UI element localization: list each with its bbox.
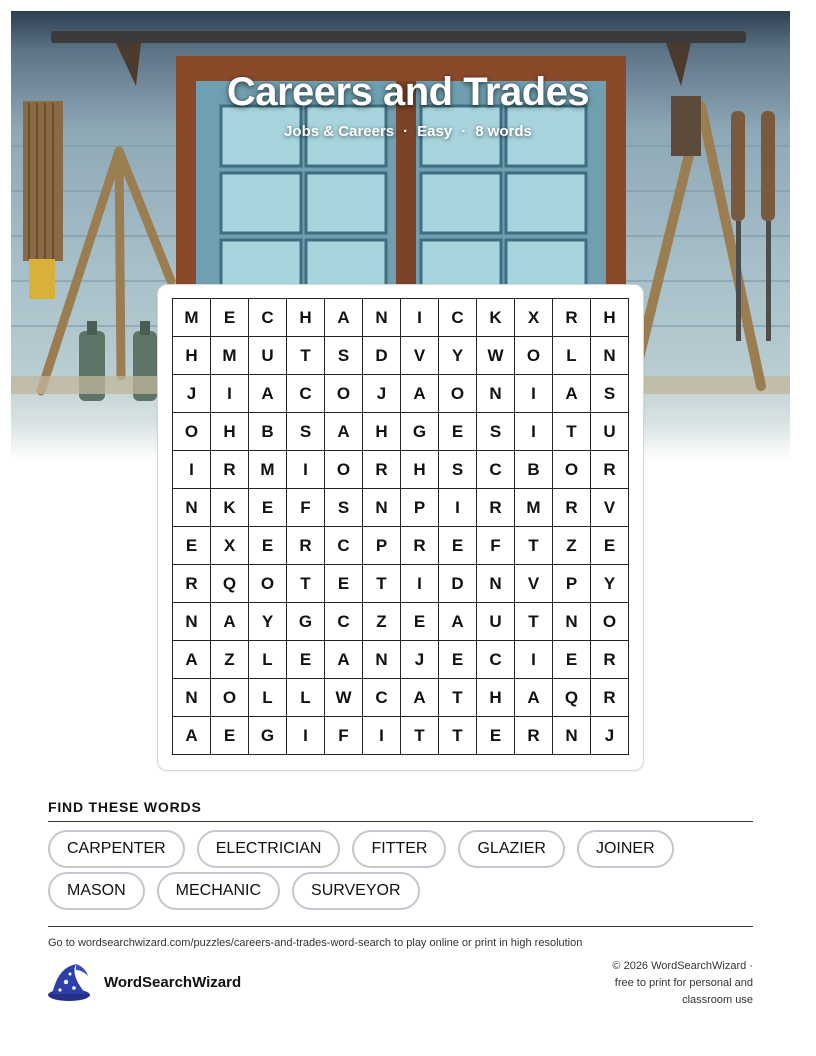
grid-cell[interactable]: E [173,527,211,565]
grid-cell[interactable]: R [553,489,591,527]
grid-cell[interactable]: F [477,527,515,565]
grid-cell[interactable]: E [553,641,591,679]
grid-cell[interactable]: V [515,565,553,603]
grid-cell[interactable]: P [363,527,401,565]
grid-cell[interactable]: S [439,451,477,489]
grid-cell[interactable]: N [477,565,515,603]
grid-cell[interactable]: J [591,717,629,755]
grid-cell[interactable]: N [477,375,515,413]
grid-cell[interactable]: X [211,527,249,565]
grid-cell[interactable]: R [363,451,401,489]
grid-cell[interactable]: A [401,679,439,717]
grid-cell[interactable]: C [325,603,363,641]
grid-cell[interactable]: T [439,717,477,755]
grid-cell[interactable]: C [439,299,477,337]
footer-divider [48,926,753,927]
puzzle-word-count: 8 words [475,123,532,140]
grid-cell[interactable]: L [553,337,591,375]
grid-cell[interactable]: A [325,299,363,337]
grid-cell[interactable]: U [477,603,515,641]
grid-cell[interactable]: A [553,375,591,413]
grid-cell[interactable]: R [173,565,211,603]
word-pill: MASON [48,872,145,910]
word-pill: SURVEYOR [292,872,420,910]
grid-cell[interactable]: M [211,337,249,375]
grid-cell[interactable]: N [591,337,629,375]
grid-cell[interactable]: X [515,299,553,337]
grid-cell[interactable]: T [553,413,591,451]
grid-cell[interactable]: R [287,527,325,565]
grid-cell[interactable]: T [287,565,325,603]
grid-cell[interactable]: N [173,679,211,717]
grid-cell[interactable]: T [439,679,477,717]
grid-cell[interactable]: R [591,679,629,717]
grid-cell[interactable]: E [211,717,249,755]
grid-cell[interactable]: S [477,413,515,451]
grid-cell[interactable]: E [211,299,249,337]
meta-separator: · [461,123,467,140]
word-list-heading: FIND THESE WORDS [48,799,202,815]
grid-cell[interactable]: N [553,603,591,641]
grid-cell[interactable]: C [287,375,325,413]
grid-cell[interactable]: A [325,413,363,451]
grid-cell[interactable]: N [173,603,211,641]
grid-cell[interactable]: I [515,641,553,679]
grid-cell[interactable]: I [173,451,211,489]
grid-cell[interactable]: H [287,299,325,337]
letter-grid[interactable] [172,298,629,755]
grid-cell[interactable]: A [249,375,287,413]
grid-cell[interactable]: O [173,413,211,451]
grid-cell[interactable]: R [477,489,515,527]
grid-cell[interactable]: N [363,299,401,337]
grid-cell[interactable]: R [553,299,591,337]
grid-cell[interactable]: I [287,717,325,755]
grid-cell[interactable]: O [591,603,629,641]
grid-cell[interactable]: W [325,679,363,717]
grid-cell[interactable]: E [439,413,477,451]
grid-cell[interactable]: J [363,375,401,413]
grid-cell[interactable]: A [515,679,553,717]
grid-cell[interactable]: E [249,489,287,527]
grid-cell[interactable]: A [173,641,211,679]
puzzle-difficulty: Easy [417,123,453,140]
word-pill: CARPENTER [48,830,185,868]
grid-cell[interactable]: H [211,413,249,451]
grid-cell[interactable]: F [325,717,363,755]
grid-cell[interactable]: N [173,489,211,527]
grid-cell[interactable]: O [553,451,591,489]
grid-cell[interactable]: O [325,451,363,489]
grid-cell[interactable]: P [553,565,591,603]
grid-cell[interactable]: Z [211,641,249,679]
grid-cell[interactable]: E [325,565,363,603]
grid-cell[interactable]: S [591,375,629,413]
play-online-link[interactable]: Go to wordsearchwizard.com/puzzles/careers-and-trades-word-search to play online or print in high resolution [48,937,583,949]
grid-cell[interactable]: M [249,451,287,489]
grid-cell[interactable]: A [173,717,211,755]
grid-cell[interactable]: N [553,717,591,755]
grid-cell[interactable]: O [211,679,249,717]
grid-cell[interactable]: W [477,337,515,375]
grid-cell[interactable]: I [515,375,553,413]
grid-cell[interactable]: I [439,489,477,527]
grid-cell[interactable]: Y [439,337,477,375]
grid-cell[interactable]: R [211,451,249,489]
word-pill: FITTER [352,830,446,868]
grid-cell[interactable]: T [287,337,325,375]
grid-cell[interactable]: C [477,451,515,489]
grid-cell[interactable]: K [477,299,515,337]
grid-cell[interactable]: T [515,603,553,641]
puzzle-title: Careers and Trades [226,70,590,114]
grid-cell[interactable]: J [401,641,439,679]
grid-cell[interactable]: L [249,679,287,717]
grid-cell[interactable]: U [591,413,629,451]
grid-cell[interactable]: G [249,717,287,755]
word-pill: JOINER [577,830,674,868]
word-pill: GLAZIER [458,830,564,868]
grid-cell[interactable]: I [515,413,553,451]
grid-cell[interactable]: O [325,375,363,413]
grid-cell[interactable]: J [173,375,211,413]
grid-cell[interactable]: L [249,641,287,679]
grid-cell[interactable]: G [287,603,325,641]
puzzle-meta [0,123,816,140]
grid-cell[interactable]: E [249,527,287,565]
grid-cell[interactable]: O [515,337,553,375]
grid-cell[interactable]: Y [591,565,629,603]
word-list [48,830,768,910]
heading-divider [48,821,753,822]
grid-cell[interactable]: D [363,337,401,375]
grid-cell[interactable]: S [325,489,363,527]
grid-cell[interactable]: Y [249,603,287,641]
puzzle-category: Jobs & Careers [284,123,395,140]
grid-cell[interactable]: E [401,603,439,641]
grid-cell[interactable]: Z [553,527,591,565]
grid-cell[interactable]: S [287,413,325,451]
grid-cell[interactable]: O [439,375,477,413]
grid-cell[interactable]: T [363,565,401,603]
grid-cell[interactable]: H [363,413,401,451]
grid-cell[interactable]: E [591,527,629,565]
grid-cell[interactable]: S [325,337,363,375]
grid-cell[interactable]: H [477,679,515,717]
grid-cell[interactable]: C [363,679,401,717]
grid-cell[interactable]: R [591,641,629,679]
grid-cell[interactable]: R [401,527,439,565]
grid-cell[interactable]: C [249,299,287,337]
grid-cell[interactable]: E [477,717,515,755]
grid-cell[interactable]: C [477,641,515,679]
grid-cell[interactable]: A [401,375,439,413]
grid-cell[interactable]: A [439,603,477,641]
grid-cell[interactable]: V [401,337,439,375]
grid-cell[interactable]: T [401,717,439,755]
grid-cell[interactable]: K [211,489,249,527]
grid-cell[interactable]: Q [553,679,591,717]
grid-cell[interactable]: L [287,679,325,717]
grid-cell[interactable]: R [515,717,553,755]
grid-cell[interactable]: V [591,489,629,527]
copyright-notice [553,958,753,1009]
grid-cell[interactable]: G [401,413,439,451]
grid-cell[interactable]: N [363,641,401,679]
grid-cell[interactable]: I [401,299,439,337]
grid-cell[interactable]: E [439,527,477,565]
grid-cell[interactable]: Z [363,603,401,641]
grid-cell[interactable]: N [363,489,401,527]
grid-cell[interactable]: A [211,603,249,641]
grid-cell[interactable]: M [515,489,553,527]
grid-cell[interactable]: I [287,451,325,489]
grid-cell[interactable]: Q [211,565,249,603]
grid-cell[interactable]: U [249,337,287,375]
grid-cell[interactable]: H [173,337,211,375]
grid-cell[interactable]: T [515,527,553,565]
grid-cell[interactable]: I [401,565,439,603]
grid-cell[interactable]: I [363,717,401,755]
copyright-line: classroom use [682,994,753,1006]
grid-cell[interactable]: O [249,565,287,603]
copyright-line: free to print for personal and [614,977,753,989]
grid-cell[interactable]: M [173,299,211,337]
grid-cell[interactable]: C [325,527,363,565]
grid-cell[interactable]: A [325,641,363,679]
meta-separator: · [403,123,409,140]
grid-cell[interactable]: H [401,451,439,489]
grid-cell[interactable]: E [287,641,325,679]
grid-cell[interactable]: R [591,451,629,489]
copyright-line: © 2026 WordSearchWizard · [612,960,753,972]
brand-logo[interactable] [46,962,241,1002]
word-pill: ELECTRICIAN [197,830,341,868]
wizard-hat-icon [46,962,92,1002]
grid-cell[interactable]: H [591,299,629,337]
grid-cell[interactable]: E [439,641,477,679]
grid-cell[interactable]: B [249,413,287,451]
grid-cell[interactable]: B [515,451,553,489]
grid-cell[interactable]: F [287,489,325,527]
grid-cell[interactable]: P [401,489,439,527]
word-pill: MECHANIC [157,872,280,910]
brand-name: WordSearchWizard [104,973,242,991]
grid-cell[interactable]: I [211,375,249,413]
grid-cell[interactable]: D [439,565,477,603]
